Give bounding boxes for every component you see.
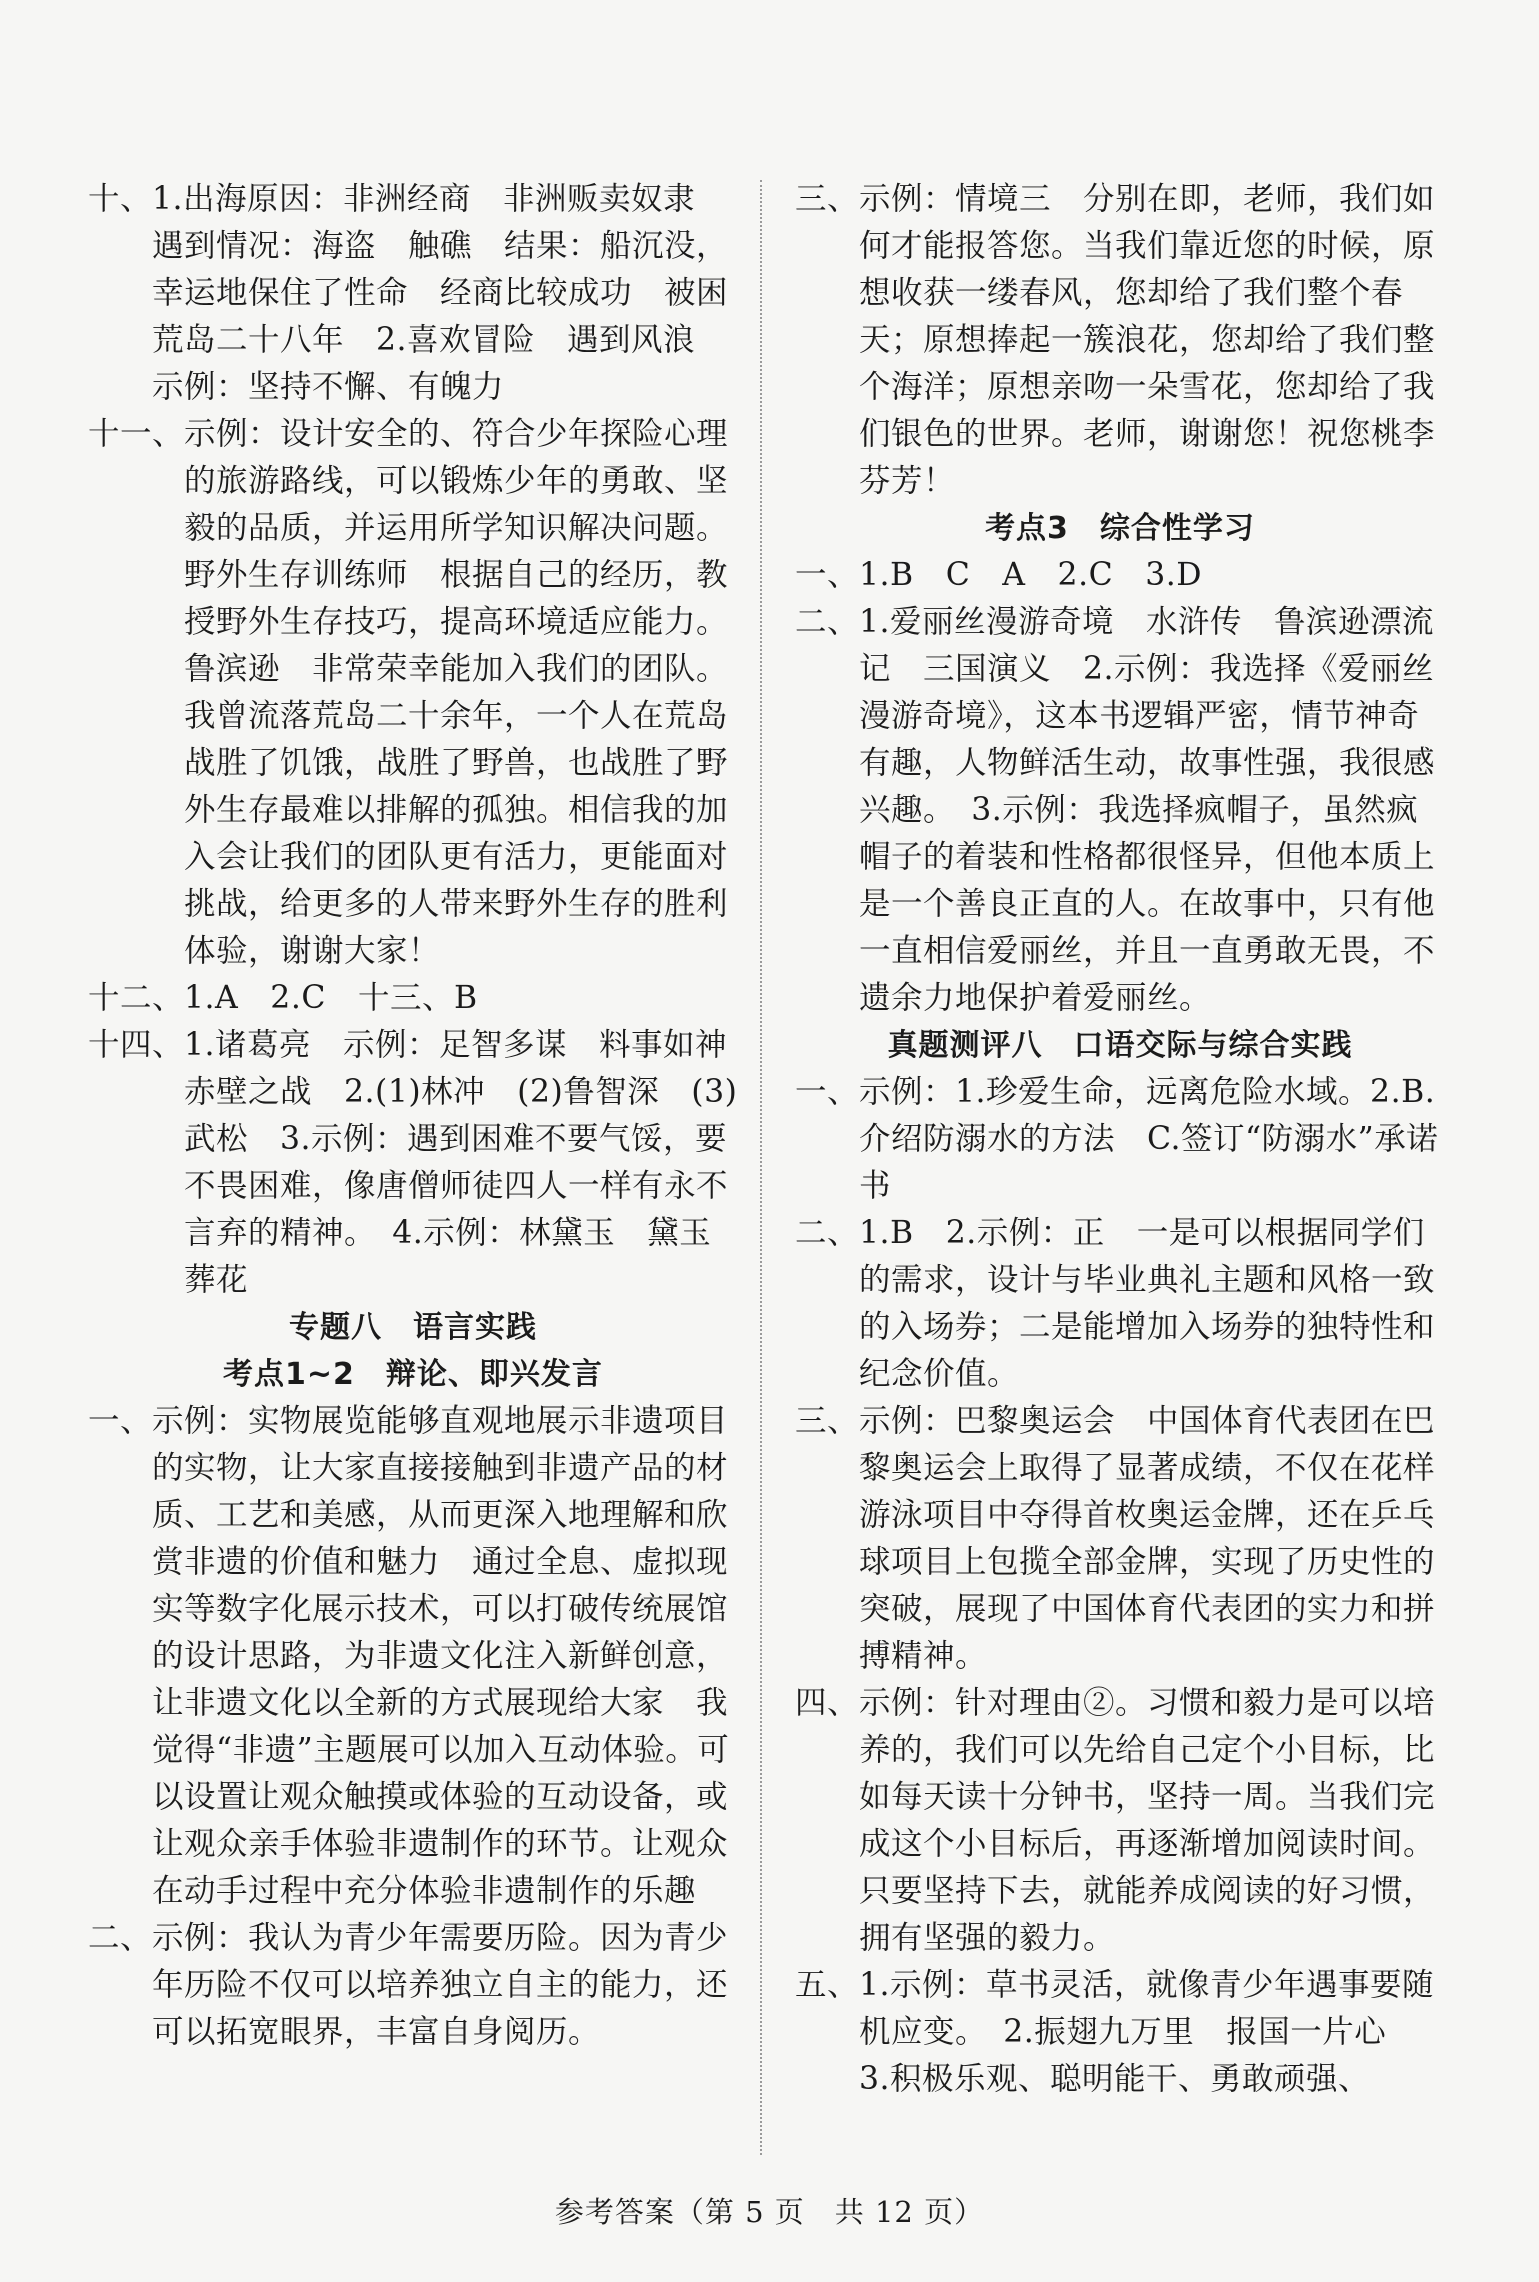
section-3-heading: 考点3 综合性学习: [985, 511, 1255, 546]
study-answer-one: 一、1.B C A 2.C 3.D: [795, 557, 1203, 593]
test-answer-four: 四、示例：针对理由②。习惯和毅力是可以培养的，我们可以先给自己定个小目标，比如每天读十分钟书，坚持一周。当我们完成这个小目标后，再逐渐增加阅读时间。只要坚持下去，就能养成阅读的好习惯，拥有坚强的毅力。: [795, 1685, 1436, 1956]
column-divider: [760, 180, 762, 2155]
left-column: [88, 176, 760, 2056]
speech-answer-three: 三、示例：情境三 分别在即，老师，我们如何才能报答您。当我们靠近您的时候，原想收获一缕春风，您却给了我们整个春天；原想捧起一簇浪花，您却给了我们整个海洋；原想亲吻一朵雪花，您却给了我们银色的世界。老师，谢谢您！祝您桃李芬芳！: [795, 181, 1436, 499]
test-answer-five: 五、1.示例：草书灵活，就像青少年遇事要随机应变。 2.振翅九万里 报国一片心 3.积极乐观、聪明能干、勇敢顽强、: [795, 1967, 1435, 2097]
speech-answer-one: 一、示例：实物展览能够直观地展示非遗项目的实物，让大家直接接触到非遗产品的材质、工艺和美感，从而更深入地理解和欣赏非遗的价值和魅力 通过全息、虚拟现实等数字化展示技术，可以打破传统展馆的设计思路，为非遗文化注入新鲜创意，让非遗文化以全新的方式展现给大家 我觉得“非遗”主题展可以加入互动体验。可以设置让观众触摸或体验的互动设备，或让观众亲手体验非遗制作的环节。让观众在动手过程中充分体验非遗制作的乐趣: [88, 1403, 730, 1909]
test-eight-heading: 真题测评八 口语交际与综合实践: [887, 1028, 1353, 1063]
answer-ten: 十、1.出海原因：非洲经商 非洲贩卖奴隶 遇到情况：海盗 触礁 结果：船沉没，幸运地保住了性命 经商比较成功 被困荒岛二十八年 2.喜欢冒险 遇到风浪 示例：坚持不懈、有魄力: [88, 181, 729, 405]
study-answer-two: 二、1.爱丽丝漫游奇境 水浒传 鲁滨逊漂流记 三国演义 2.示例：我选择《爱丽丝漫游奇境》，这本书逻辑严密，情节神奇有趣，人物鲜活生动，故事性强，我很感兴趣。 3.示例：我选择疯帽子，虽然疯帽子的着装和性格都很怪异，但他本质上是一个善良正直的人。在故事中，只有他一直相信爱丽丝，并且一直勇敢无畏，不遗余力地保护着爱丽丝。: [795, 604, 1436, 1016]
speech-answer-two: 二、示例：我认为青少年需要历险。因为青少年历险不仅可以培养独立自主的能力，还可以拓宽眼界，丰富自身阅历。: [88, 1920, 729, 2050]
answer-twelve-thirteen: 十二、1.A 2.C 十三、B: [88, 980, 478, 1016]
section-1-2-heading: 考点1~2 辩论、即兴发言: [223, 1357, 603, 1392]
page-footer: 参考答案（第 5 页 共 12 页）: [554, 2195, 985, 2229]
test-answer-three: 三、示例：巴黎奥运会 中国体育代表团在巴黎奥运会上取得了显著成绩，不仅在花样游泳项目中夺得首枚奥运金牌，还在乒乓球项目上包揽全部金牌，实现了历史性的突破，展现了中国体育代表团的实力和拼搏精神。: [795, 1403, 1436, 1674]
test-answer-one: 一、示例：1.珍爱生命，远离危险水域。2.B.介绍防溺水的方法 C.签订“防溺水”承诺书: [795, 1074, 1439, 1204]
topic-eight-heading: 专题八 语言实践: [289, 1310, 537, 1345]
test-answer-two: 二、1.B 2.示例：正 一是可以根据同学们的需求，设计与毕业典礼主题和风格一致的入场券；二是能增加入场券的独特性和纪念价值。: [795, 1215, 1436, 1392]
right-column: [795, 176, 1445, 2103]
answer-eleven: 十一、示例：设计安全的、符合少年探险心理的旅游路线，可以锻炼少年的勇敢、坚毅的品质，并运用所学知识解决问题。野外生存训练师 根据自己的经历，教授野外生存技巧，提高环境适应能力。鲁滨逊 非常荣幸能加入我们的团队。我曾流落荒岛二十余年，一个人在荒岛战胜了饥饿，战胜了野兽，也战胜了野外生存最难以排解的孤独。相信我的加入会让我们的团队更有活力，更能面对挑战，给更多的人带来野外生存的胜利体验，谢谢大家！: [88, 416, 729, 969]
answer-fourteen: 十四、1.诸葛亮 示例：足智多谋 料事如神 赤壁之战 2.(1)林冲 (2)鲁智深 (3)武松 3.示例：遇到困难不要气馁，要不畏困难，像唐僧师徒四人一样有永不言弃的精神。 4.示例：林黛玉 黛玉葬花: [88, 1027, 760, 1298]
